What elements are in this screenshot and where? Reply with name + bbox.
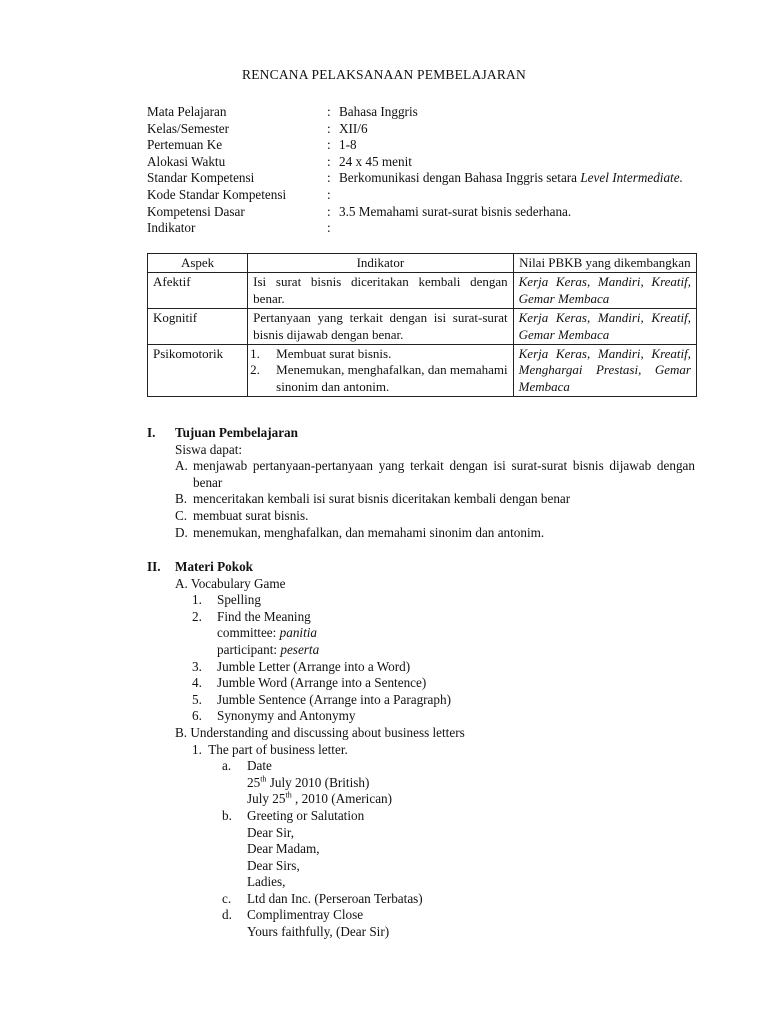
item-label: B. [175, 491, 188, 507]
section-title: Materi Pokok [175, 559, 254, 574]
meta-colon: : [327, 153, 331, 169]
header-nilai: Nilai PBKB yang dikembangkan [513, 254, 696, 273]
meta-row [147, 204, 695, 221]
item-text: menjawab pertanyaan-pertanyaan yang terkait dengan isi surat-surat bisnis dijawab dengan benar [193, 458, 695, 490]
meta-label: Kompetensi Dasar [147, 203, 245, 219]
item-text: Ltd dan Inc. (Perseroan Terbatas) [247, 890, 423, 906]
meta-row [147, 187, 695, 204]
item-number: 2. [192, 608, 202, 624]
letter-parts [147, 758, 695, 941]
meta-value-text: Berkomunikasi dengan Bahasa Inggris setara [339, 170, 578, 186]
meta-value: Bahasa Inggris [339, 104, 418, 119]
meta-label: Kode Standar Kompetensi [147, 186, 287, 202]
date-day: 25 [247, 774, 261, 790]
list-item [192, 692, 695, 709]
date-rest: July 2010 (British) [266, 774, 370, 790]
list-number: 2. [250, 362, 260, 378]
item-text: Jumble Letter (Arrange into a Word) [217, 658, 411, 674]
item-label: A. [175, 458, 188, 474]
item-label: D. [175, 524, 188, 540]
cell-nilai: Kerja Keras, Mandiri, Kreatif, Menghargai Prestasi, Gemar Membaca [513, 345, 696, 397]
meta-value: 24 x 45 menit [339, 153, 412, 169]
item-label: c. [222, 890, 232, 906]
item-text: Jumble Word (Arrange into a Sentence) [217, 675, 427, 691]
meta-colon: : [327, 104, 331, 119]
list-text: Membuat surat bisnis. [276, 346, 392, 362]
item-text: menemukan, menghafalkan, dan memahami sinonim dan antonim. [193, 524, 545, 540]
meta-value [339, 220, 695, 237]
section-number: I. [147, 425, 156, 440]
date-rest: , 2010 (American) [291, 791, 393, 807]
item-label: d. [222, 907, 232, 923]
meta-colon: : [327, 203, 331, 219]
table-row [148, 345, 697, 397]
meaning-example [192, 642, 695, 659]
list-item [192, 659, 695, 676]
meta-label: Mata Pelajaran [147, 104, 227, 119]
item-number: 3. [192, 658, 202, 674]
meta-value: XII/6 [339, 120, 368, 136]
cell-nilai: Kerja Keras, Mandiri, Kreatif, Gemar Membaca [513, 309, 696, 345]
list-item [147, 508, 695, 525]
meta-colon: : [327, 170, 331, 186]
meta-colon: : [327, 186, 331, 202]
section-title: Tujuan Pembelajaran [175, 425, 298, 440]
example-word: committee: [217, 625, 277, 641]
item-text: Complimentray Close [247, 907, 364, 923]
list-number: 1. [250, 346, 260, 362]
list-item [192, 708, 695, 725]
list-item [250, 362, 507, 395]
meta-label: Alokasi Waktu [147, 153, 226, 169]
meta-label: Pertemuan Ke [147, 137, 223, 153]
meta-value-italic: Level Intermediate. [580, 170, 683, 186]
list-item [192, 592, 695, 609]
list-item [192, 675, 695, 692]
date-american [222, 791, 695, 808]
list-item [147, 458, 695, 491]
indicator-table [147, 253, 697, 397]
meta-value: 3.5 Memahami surat-surat bisnis sederhana. [339, 203, 572, 219]
cell-indikator: Pertanyaan yang terkait dengan isi surat-surat bisnis dijawab dengan benar. [248, 309, 513, 345]
meta-row [147, 121, 695, 138]
meta-row [147, 220, 695, 237]
section-heading [147, 425, 695, 442]
meta-label: Kelas/Semester [147, 120, 230, 136]
greeting: Ladies, [247, 874, 286, 890]
item-number: 4. [192, 675, 202, 691]
subsection-b1: 1. The part of business letter. [192, 741, 348, 757]
greeting: Dear Sir, [247, 824, 295, 840]
meta-row [147, 154, 695, 171]
meta-value: 1-8 [339, 137, 357, 153]
meta-value [339, 187, 695, 204]
table-row [148, 309, 697, 345]
item-label: a. [222, 758, 232, 774]
item-number: 1. [192, 592, 202, 608]
item-text: Greeting or Salutation [247, 807, 365, 823]
document-title: RENCANA PELAKSANAAN PEMBELAJARAN [242, 67, 526, 82]
section-tujuan [147, 425, 695, 541]
table-header-row [148, 254, 697, 273]
meta-value [339, 170, 695, 187]
date-british [222, 775, 695, 792]
header-aspek: Aspek [148, 254, 248, 273]
cell-aspek: Kognitif [148, 309, 248, 345]
item-label: C. [175, 507, 188, 523]
item-number: 6. [192, 708, 202, 724]
section-number: II. [147, 559, 161, 574]
list-text: Menemukan, menghafalkan, dan memahami sinonim dan antonim. [276, 362, 508, 394]
date-pre: July 25 [247, 791, 286, 807]
header-indikator: Indikator [248, 254, 513, 273]
item-text: menceritakan kembali isi surat bisnis diceritakan kembali dengan benar [193, 491, 571, 507]
item-text: Spelling [217, 592, 261, 608]
item-text: Find the Meaning [217, 608, 311, 624]
date-sup: th [260, 774, 267, 784]
date-sup: th [285, 790, 292, 800]
meta-colon: : [327, 220, 331, 236]
cell-indikator [248, 345, 513, 397]
list-item [192, 609, 695, 626]
item-text: Date [247, 758, 272, 774]
list-item [250, 346, 507, 362]
item-text: Jumble Sentence (Arrange into a Paragraph) [217, 691, 451, 707]
item-label: b. [222, 807, 232, 823]
list-item [147, 525, 695, 542]
meta-label: Indikator [147, 220, 196, 236]
closing-example: Yours faithfully, (Dear Sir) [247, 924, 390, 940]
cell-nilai: Kerja Keras, Mandiri, Kreatif, Gemar Membaca [513, 273, 696, 309]
meta-colon: : [327, 120, 331, 136]
meta-label: Standar Kompetensi [147, 170, 255, 186]
item-text: membuat surat bisnis. [193, 507, 309, 523]
table-row [148, 273, 697, 309]
section-intro: Siswa dapat: [175, 441, 243, 457]
greeting: Dear Sirs, [247, 857, 300, 873]
example-meaning: peserta [280, 641, 320, 657]
list-item [222, 758, 695, 775]
cell-aspek: Afektif [148, 273, 248, 309]
meta-row [147, 137, 695, 154]
meta-row [147, 104, 695, 121]
meta-block [147, 104, 695, 237]
section-heading [147, 559, 695, 576]
greeting: Dear Madam, [247, 841, 320, 857]
example-meaning: panitia [279, 625, 317, 641]
subsection-b: B. Understanding and discussing about business letters [175, 724, 465, 740]
vocab-list [147, 592, 695, 725]
cell-indikator: Isi surat bisnis diceritakan kembali dengan benar. [248, 273, 513, 309]
example-word: participant: [217, 641, 278, 657]
list-item [147, 491, 695, 508]
list-item [222, 891, 695, 908]
list-item [222, 907, 695, 924]
list-item [222, 808, 695, 825]
meta-colon: : [327, 137, 331, 153]
item-number: 5. [192, 691, 202, 707]
meta-row [147, 170, 695, 187]
item-text: Synonymy and Antonymy [217, 708, 356, 724]
subsection-a: A. Vocabulary Game [175, 575, 286, 591]
meaning-example [192, 625, 695, 642]
cell-aspek: Psikomotorik [148, 345, 248, 397]
section-materi [147, 559, 695, 941]
